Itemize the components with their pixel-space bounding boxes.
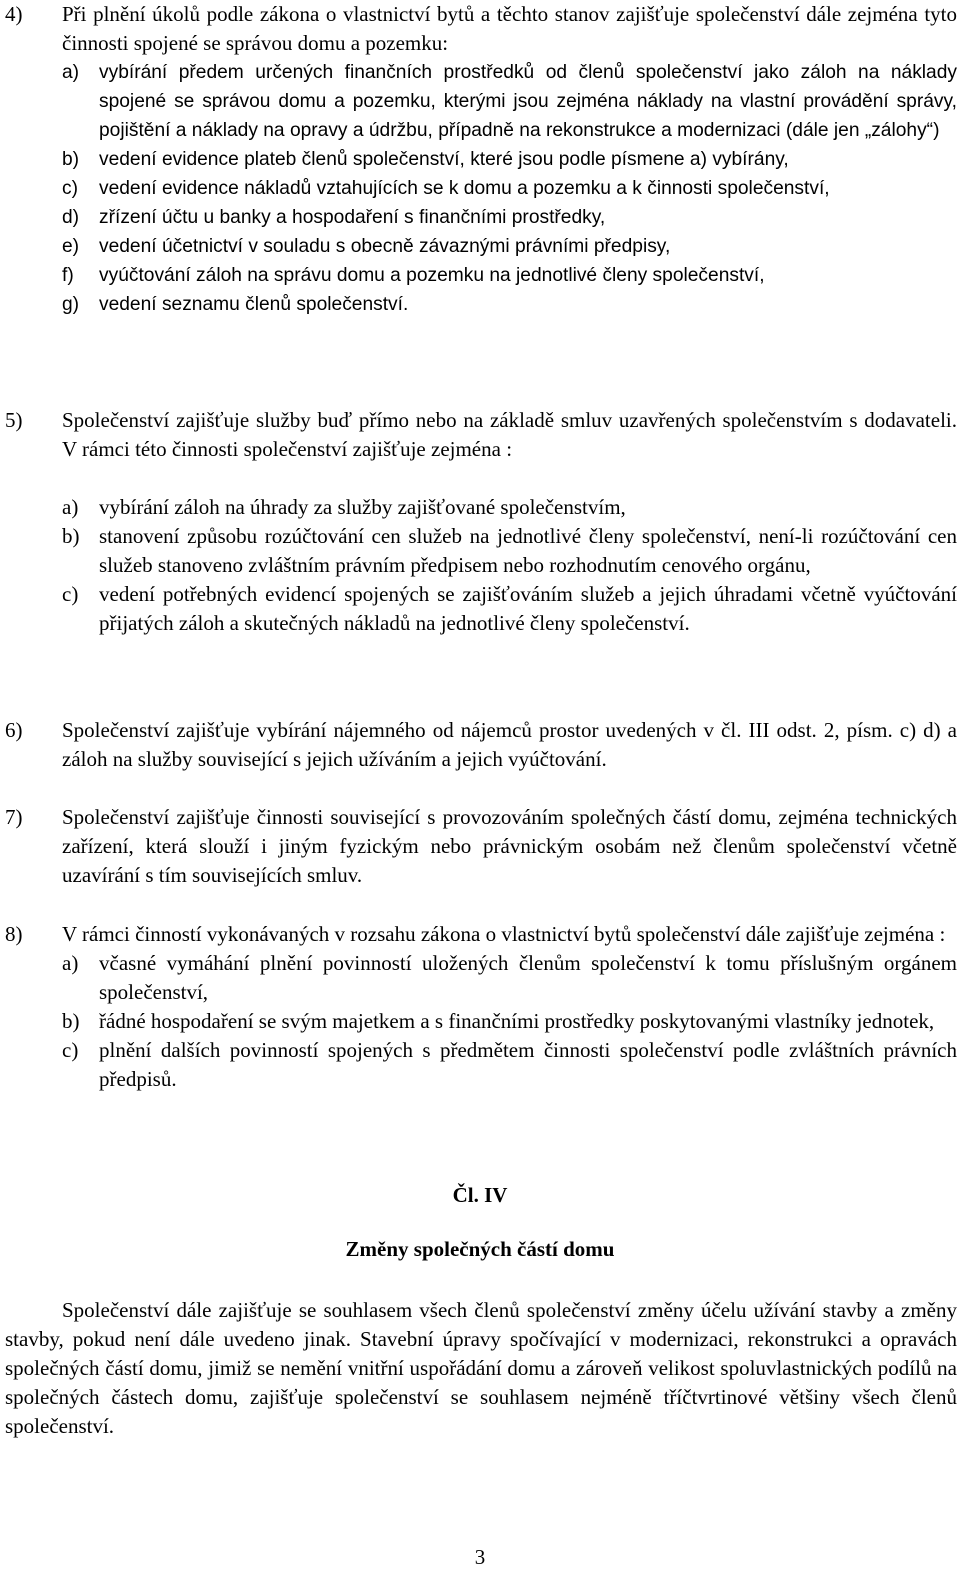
section-6 bbox=[5, 716, 957, 774]
section-number: 5) bbox=[5, 408, 23, 432]
section-text: Společenství zajišťuje vybírání nájemného od nájemců prostor uvedených v čl. III odst. 2, písm. c) d) a záloh na služby související s jejich užíváním a jejich vyúčtování. bbox=[62, 718, 957, 771]
item-label: c) bbox=[62, 1038, 79, 1062]
item-list bbox=[62, 949, 957, 1094]
item-text: včasné vymáhání plnění povinností uložených členům společenství k tomu příslušným orgánem společenství, bbox=[99, 951, 957, 1004]
item-text: vedení evidence plateb členů společenství, které jsou podle písmene a) vybírány, bbox=[99, 149, 789, 170]
list-item bbox=[62, 493, 957, 522]
item-text: plnění dalších povinností spojených s předmětem činnosti společenství podle zvláštních právních předpisů. bbox=[99, 1038, 957, 1091]
section-number: 6) bbox=[5, 718, 23, 742]
section-4 bbox=[5, 0, 957, 319]
item-text: vedení potřebných evidencí spojených se zajišťováním služeb a jejich úhradami včetně vyúčtování přijatých záloh a skutečných nákladů na jednotlivé členy společenství. bbox=[99, 582, 957, 635]
item-text: stanovení způsobu rozúčtování cen služeb na jednotlivé členy společenství, není-li rozúčtování cen služeb stanoveno zvláštním právním předpisem nebo rozhodnutím cenového orgánu, bbox=[99, 524, 957, 577]
section-number: 8) bbox=[5, 922, 23, 946]
page-number: 3 bbox=[474, 1545, 486, 1569]
list-item bbox=[62, 174, 957, 203]
section-8 bbox=[5, 920, 957, 1094]
item-label: d) bbox=[62, 207, 80, 228]
item-list bbox=[62, 493, 957, 638]
article-paragraph: Společenství dále zajišťuje se souhlasem všech členů společenství změny účelu užívání stavby a změny stavby, pokud není dále uvedeno jinak. Stavební úpravy spočívající v modernizaci, rekonstrukci a opravách společných částí domu, jimiž se nemění vnitřní uspořádání domu a zároveň velikost spoluvlastnických podílů na společných částech domu, zajišťuje společenství se souhlasem nejméně tříčtvrtinové většiny všech členů společenství. bbox=[5, 1298, 957, 1438]
item-label: f) bbox=[62, 265, 74, 286]
item-list bbox=[62, 58, 957, 319]
item-text: vyúčtování záloh na správu domu a pozemku na jednotlivé členy společenství, bbox=[99, 265, 765, 286]
list-item bbox=[62, 522, 957, 580]
item-text: vedení seznamu členů společenství. bbox=[99, 294, 409, 315]
section-number: 4) bbox=[5, 2, 23, 26]
list-item bbox=[62, 145, 957, 174]
item-label: b) bbox=[62, 149, 80, 170]
item-text: zřízení účtu u banky a hospodaření s finančními prostředky, bbox=[99, 207, 606, 228]
section-intro: V rámci činností vykonávaných v rozsahu zákona o vlastnictví bytů společenství dále zajišťuje zejména : bbox=[62, 922, 946, 946]
section-intro: Společenství zajišťuje služby buď přímo nebo na základě smluv uzavřených společenstvím s dodavateli. V rámci této činnosti společenství zajišťuje zejména : bbox=[62, 408, 957, 461]
list-item bbox=[62, 290, 957, 319]
item-label: b) bbox=[62, 524, 80, 548]
item-label: c) bbox=[62, 178, 78, 199]
section-5 bbox=[5, 406, 957, 638]
section-7 bbox=[5, 803, 957, 890]
article-title: Změny společných částí domu bbox=[345, 1237, 615, 1261]
list-item bbox=[62, 1036, 957, 1094]
list-item bbox=[62, 261, 957, 290]
item-label: a) bbox=[62, 62, 80, 83]
list-item bbox=[62, 232, 957, 261]
item-label: e) bbox=[62, 236, 80, 257]
item-label: c) bbox=[62, 582, 79, 606]
list-item bbox=[62, 1007, 957, 1036]
list-item bbox=[62, 949, 957, 1007]
item-text: vybírání předem určených finančních prostředků od členů společenství jako záloh na náklady spojené se správou domu a pozemku, kterými jsou zejména náklady na vlastní provádění správy, pojištění a náklady na opravy a údržbu, případně na rekonstrukce a modernizaci (dále jen „zálohy“) bbox=[99, 62, 957, 141]
list-item bbox=[62, 580, 957, 638]
item-label: a) bbox=[62, 951, 79, 975]
item-label: a) bbox=[62, 495, 79, 519]
list-item bbox=[62, 203, 957, 232]
list-item bbox=[62, 58, 957, 145]
item-text: vybírání záloh na úhrady za služby zajišťované společenstvím, bbox=[99, 495, 626, 519]
section-text: Společenství zajišťuje činnosti související s provozováním společných částí domu, zejména technických zařízení, která slouží i jiným fyzickým nebo právnickým osobám než členům společenství včetně uzavírání s tím souvisejících smluv. bbox=[62, 805, 957, 887]
item-text: vedení účetnictví v souladu s obecně závaznými právními předpisy, bbox=[99, 236, 671, 257]
item-text: řádné hospodaření se svým majetkem a s finančními prostředky poskytovanými vlastníky jednotek, bbox=[99, 1009, 935, 1033]
item-label: b) bbox=[62, 1009, 80, 1033]
section-number: 7) bbox=[5, 805, 23, 829]
section-intro: Při plnění úkolů podle zákona o vlastnictví bytů a těchto stanov zajišťuje společenství dále zejména tyto činnosti spojené se správou domu a pozemku: bbox=[62, 2, 957, 55]
item-label: g) bbox=[62, 294, 80, 315]
item-text: vedení evidence nákladů vztahujících se k domu a pozemku a k činnosti společenství, bbox=[99, 178, 830, 199]
article-number: Čl. IV bbox=[452, 1183, 508, 1207]
